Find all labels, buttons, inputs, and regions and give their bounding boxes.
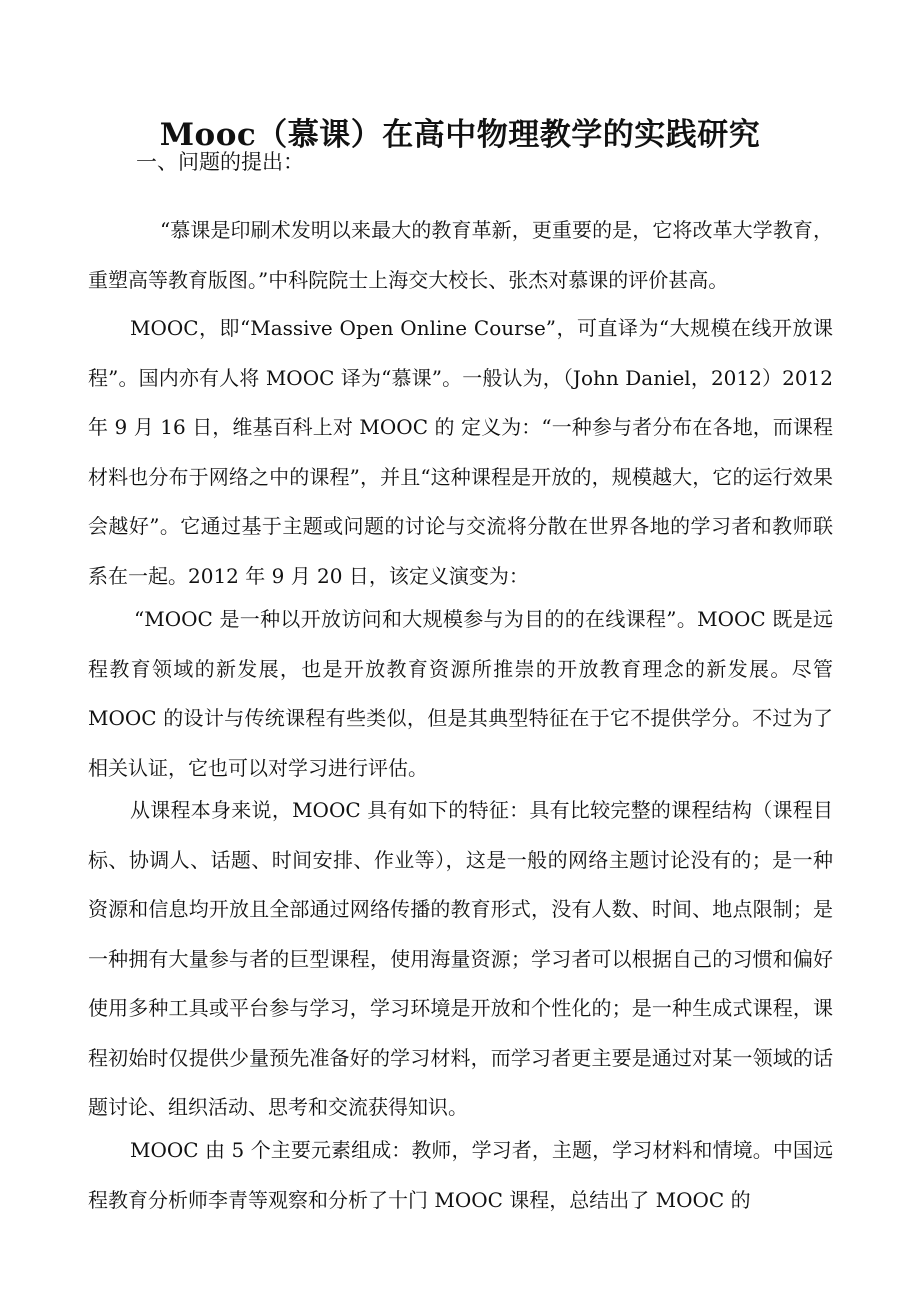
paragraph-3: “MOOC 是一种以开放访问和大规模参与为目的的在线课程”。MOOC 既是远程教育领域的新发展，也是开放教育资源所推崇的开放教育理念的新发展。尽管 MOOC 的设计与传统课程有些类似，但是其典型特征在于它不提供学分。不过为了相关认证，它也可以对学习进行评估。 xyxy=(88,607,833,780)
document-title: Mooc（慕课）在高中物理教学的实践研究 xyxy=(159,116,761,153)
section-heading: 一、问题的提出： xyxy=(136,150,304,174)
paragraph-4: 从课程本身来说，MOOC 具有如下的特征：具有比较完整的课程结构（课程目标、协调人、话题、时间安排、作业等），这是一般的网络主题讨论没有的；是一种资源和信息均开放且全部通过网络传播的教育形式，没有人数、时间、地点限制；是一种拥有大量参与者的巨型课程，使用海量资源；学习者可以根据自己的习惯和偏好使用多种工具或平台参与学习，学习环境是开放和个性化的；是一种生成式课程，课程初始时仅提供少量预先准备好的学习材料，而学习者更主要是通过对某一领域的话题讨论、组织活动、思考和交流获得知识。 xyxy=(88,798,833,1119)
paragraph-5: MOOC 由 5 个主要元素组成：教师，学习者，主题，学习材料和情境。中国远程教育分析师李青等观察和分析了十门 MOOC 课程，总结出了 MOOC 的 xyxy=(88,1138,833,1212)
paragraph-2: MOOC，即“Massive Open Online Course”，可直译为“大规模在线开放课程”。国内亦有人将 MOOC 译为“慕课”。一般认为，（John Daniel，2012）2012 年 9 月 16 日，维基百科上对 MOOC 的 定义为：“一种参与者分布在各地，而课程材料也分布于网络之中的课程”，并且“这种课程是开放的，规模越大，它的运行效果会越好”。它通过基于主题或问题的讨论与交流将分散在世界各地的学习者和教师联系在一起。2012 年 9 月 20 日，该定义演变为： xyxy=(88,316,833,588)
paragraph-1: “慕课是印刷术发明以来最大的教育革新，更重要的是，它将改革大学教育，重塑高等教育版图。”中科院院士上海交大校长、张杰对慕课的评价甚高。 xyxy=(88,218,833,292)
